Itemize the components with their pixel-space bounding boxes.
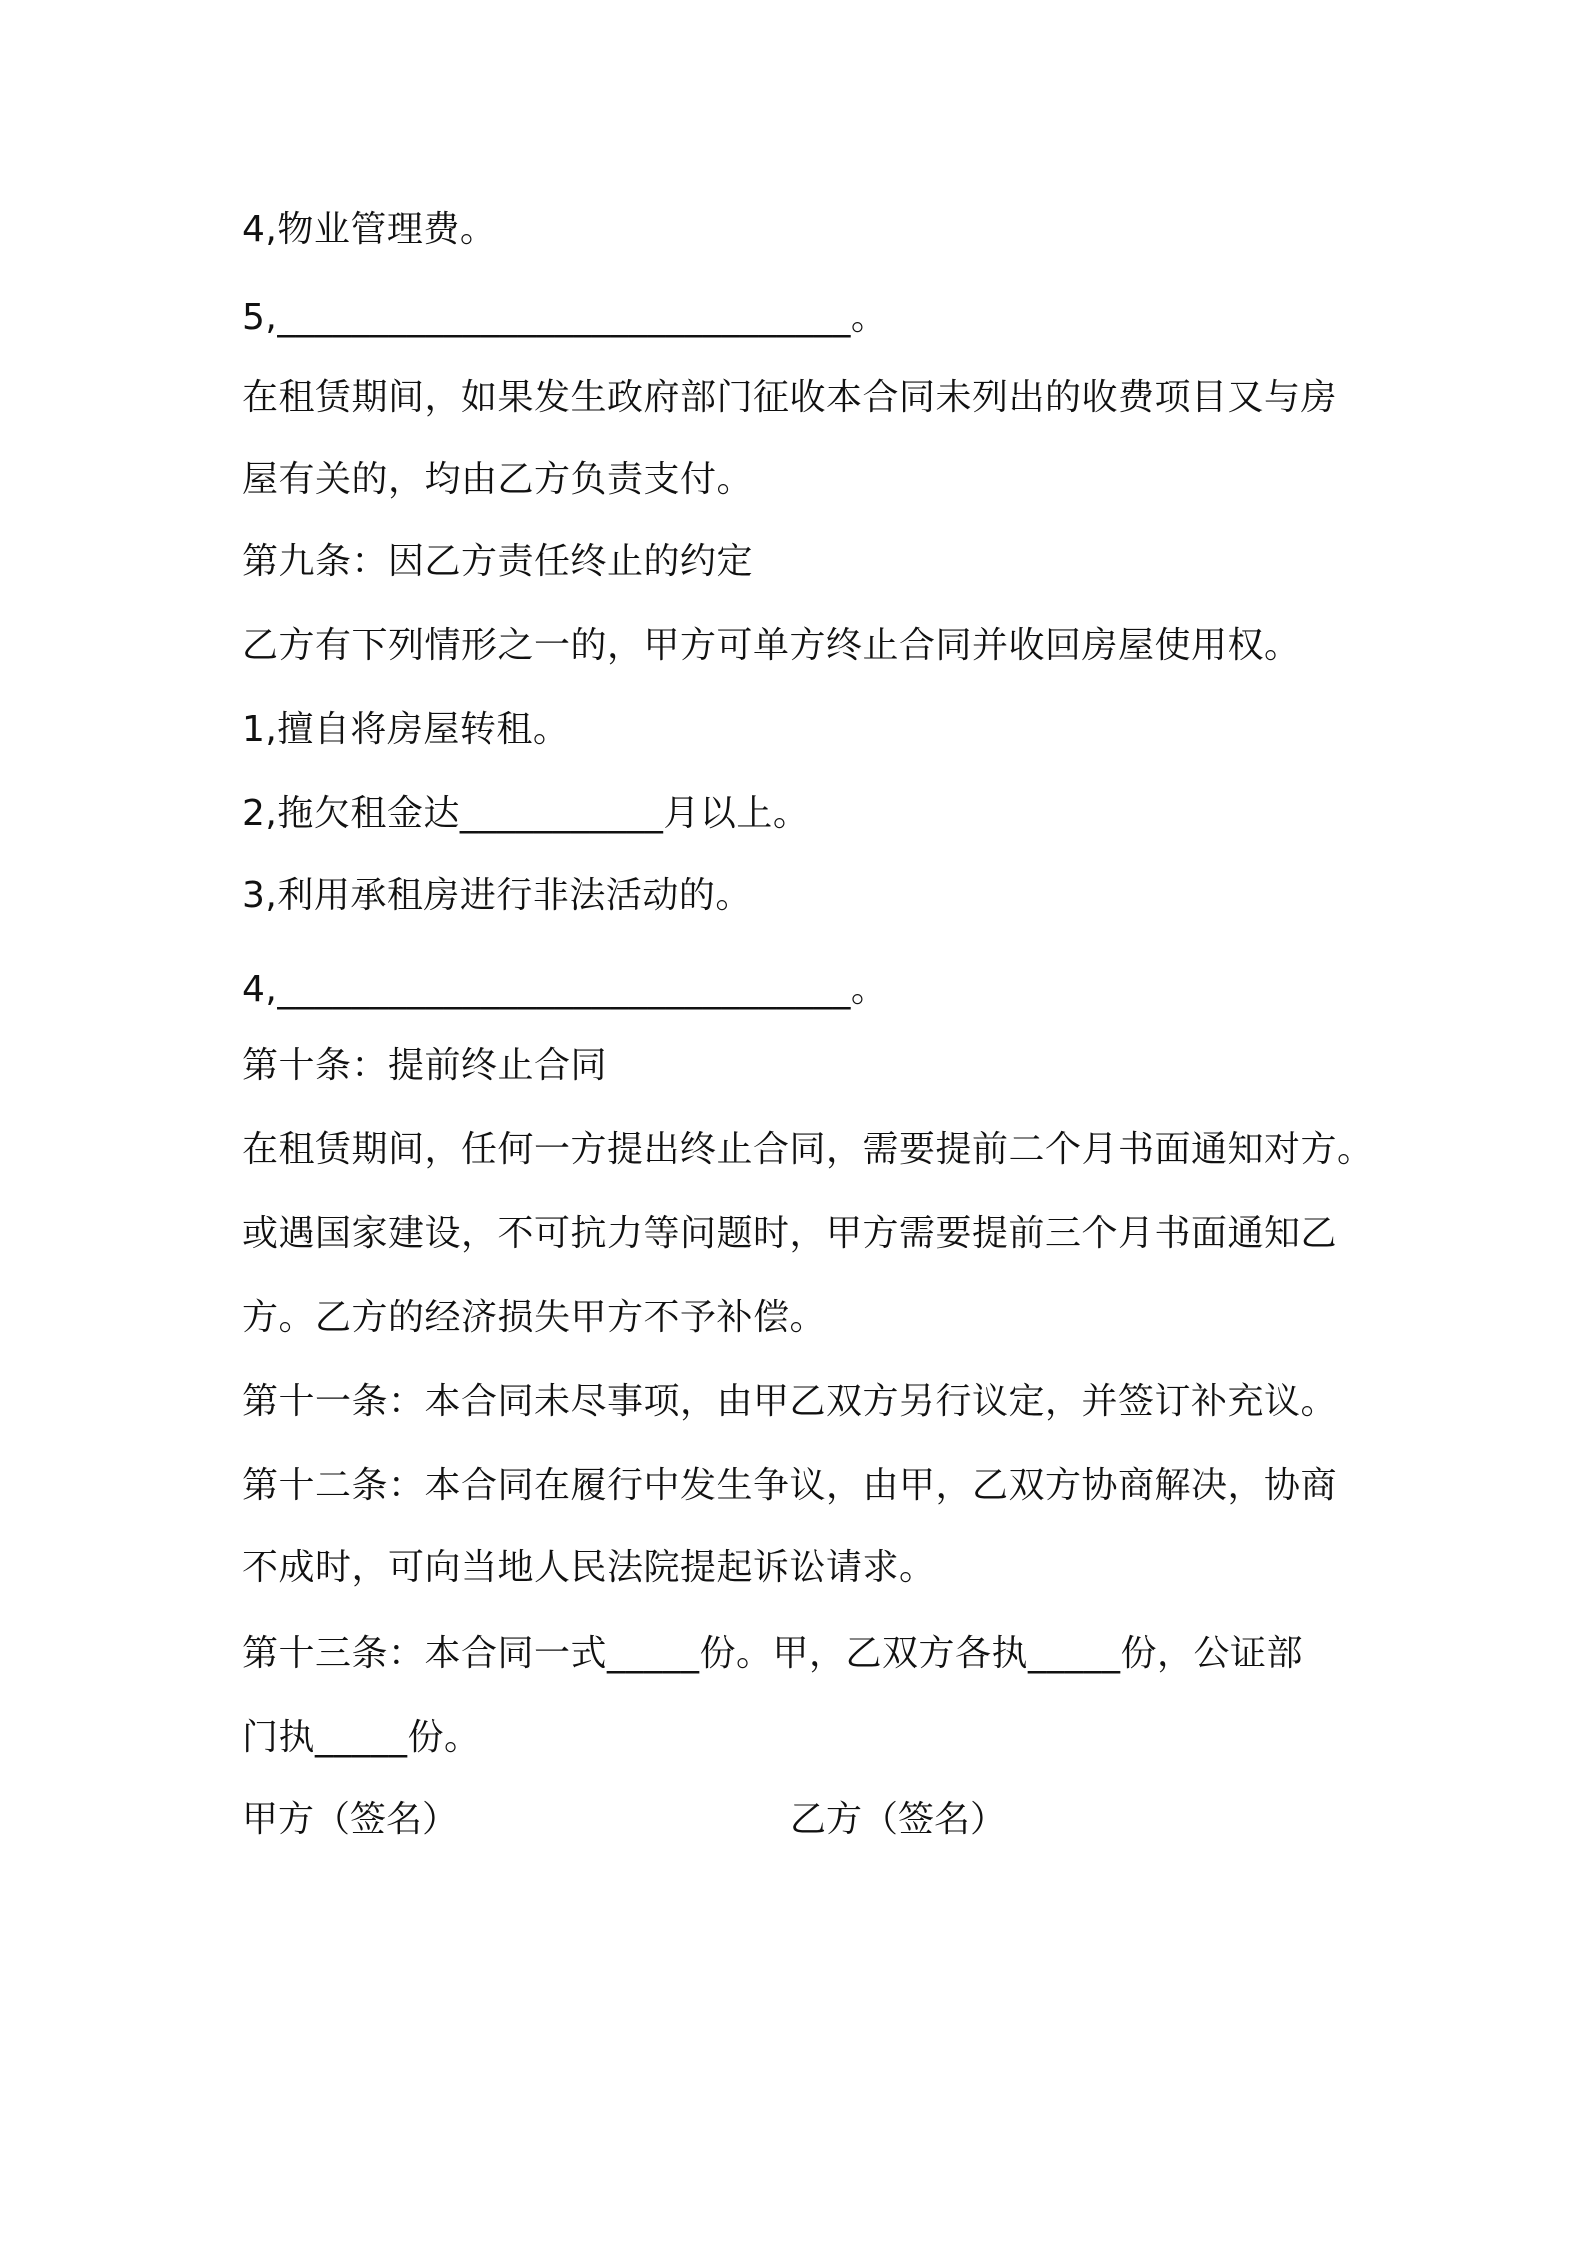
- clause-line-extra-charges: 在租赁期间，如果发生政府部门征收本合同未列出的收费项目又与房: [242, 377, 1338, 418]
- clause-line-property-fee: 4,物业管理费。: [242, 209, 497, 250]
- article-10-text-2: 或遇国家建设，不可抗力等问题时，甲方需要提前三个月书面通知乙: [242, 1213, 1338, 1254]
- article-13-text-1: 第十三条：本合同一式_____份。甲，乙双方各执_____份，公证部: [242, 1633, 1304, 1674]
- article-12-text-1: 第十二条：本合同在履行中发生争议，由甲，乙双方协商解决，协商: [242, 1465, 1338, 1506]
- party-b-signature-label: 乙方（签名）: [790, 1799, 1007, 1840]
- article-11: 第十一条：本合同未尽事项，由甲乙双方另行议定，并签订补充议。: [242, 1381, 1338, 1422]
- article-9-heading: 第九条：因乙方责任终止的约定: [242, 541, 754, 582]
- article-10-text-1: 在租赁期间，任何一方提出终止合同，需要提前二个月书面通知对方。: [242, 1129, 1374, 1170]
- article-9-item-3: 3,利用承租房进行非法活动的。: [242, 875, 752, 916]
- signature-row: [242, 1794, 1342, 1846]
- clause-line-blank-item-5: 5,_______________________________。: [242, 297, 888, 338]
- article-12-text-2: 不成时，可向当地人民法院提起诉讼请求。: [242, 1547, 936, 1588]
- article-10-heading: 第十条：提前终止合同: [242, 1045, 608, 1086]
- article-13-text-2: 门执_____份。: [242, 1717, 481, 1758]
- article-10-text-3: 方。乙方的经济损失甲方不予补偿。: [242, 1297, 827, 1338]
- party-a-signature-label: 甲方（签名）: [242, 1799, 459, 1840]
- article-9-item-4: 4,_______________________________。: [242, 969, 888, 1010]
- article-9-item-1: 1,擅自将房屋转租。: [242, 709, 570, 750]
- article-9-intro: 乙方有下列情形之一的，甲方可单方终止合同并收回房屋使用权。: [242, 625, 1301, 666]
- article-9-item-2: 2,拖欠租金达___________月以上。: [242, 793, 810, 834]
- clause-line-extra-charges-cont: 屋有关的，均由乙方负责支付。: [242, 459, 754, 500]
